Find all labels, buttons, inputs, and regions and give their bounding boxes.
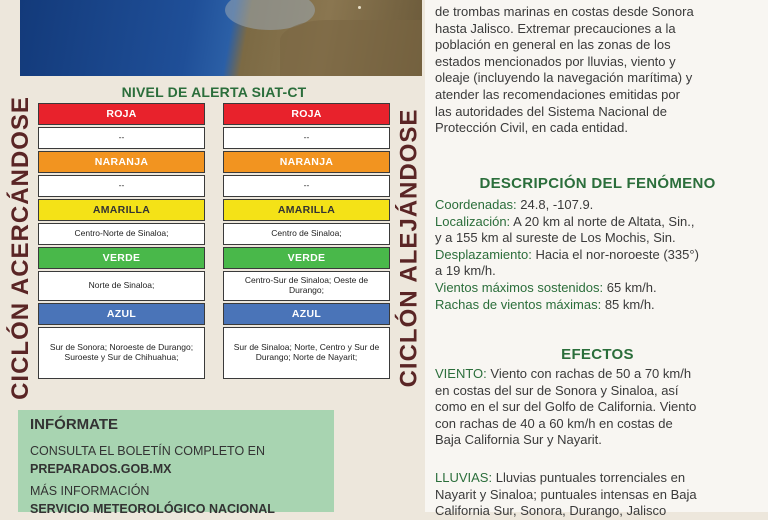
approaching-column [38, 103, 205, 381]
location-label: Localización: [435, 213, 511, 229]
level-naranja: NARANJA [38, 151, 205, 173]
coords-label: Coordenadas: [435, 197, 517, 212]
info-heading: INFÓRMATE [30, 416, 119, 433]
level-verde: VERDE [223, 247, 390, 269]
info-more-text: MÁS INFORMACIÓN [30, 484, 150, 498]
wind-effects: VIENTO: Viento con rachas de 50 a 70 km/h en costas del sur de Sonora y Sinaloa, así como en el sur del Golfo de California. Viento con rachas de 40 a 60 km/h en costas de Baja California Sur y Nayarit. [435, 366, 697, 448]
approaching-amarilla-zones: Centro-Norte de Sinaloa; [38, 223, 205, 245]
map-marker [358, 6, 361, 9]
rain-effects: LLUVIAS: Lluvias puntuales torrenciales en Nayarit y Sinaloa; puntuales intensas en Baja California Sur, Sonora, Durango, Jalisco [435, 470, 697, 519]
approaching-naranja-zones: -- [38, 175, 205, 197]
max-winds-value: 65 km/h. [606, 279, 657, 295]
intro-paragraph: de trombas marinas en costas desde Sonora hasta Jalisco. Extremar precauciones a la población en general en las zonas de los estados mencionados por lluvias, viento y oleaje (incluyendo la navegación marítima) y atender las recomendaciones emitidas por las autoridades del Sistema Nacional de Protección Civil, en cada entidad. [435, 4, 694, 136]
max-winds-label: Vientos máximos sostenidos: [435, 279, 604, 295]
departing-roja-zones: -- [223, 127, 390, 149]
info-website-link[interactable]: PREPARADOS.GOB.MX [30, 462, 172, 476]
info-bulletin-text: CONSULTA EL BOLETÍN COMPLETO EN [30, 444, 266, 458]
departing-amarilla-zones: Centro de Sinaloa; [223, 223, 390, 245]
wind-label: VIENTO: [435, 366, 487, 381]
level-amarilla: AMARILLA [38, 199, 205, 221]
level-azul: AZUL [38, 303, 205, 325]
description-heading: DESCRIPCIÓN DEL FENÓMENO [479, 175, 716, 192]
info-smn-link[interactable]: SERVICIO METEOROLÓGICO NACIONAL [30, 502, 275, 516]
max-gusts-label: Rachas de vientos máximas: [435, 296, 602, 312]
departing-verde-zones: Centro-Sur de Sinaloa; Oeste de Durango; [223, 271, 390, 301]
movement-label: Desplazamiento: [435, 246, 532, 262]
location-value-cont: y a 155 km al sureste de Los Mochis, Sin. [435, 230, 676, 246]
alert-level-title: NIVEL DE ALERTA SIAT-CT [121, 84, 307, 100]
rain-label: LLUVIAS: [435, 470, 493, 485]
approaching-verde-zones: Norte de Sinaloa; [38, 271, 205, 301]
level-azul: AZUL [223, 303, 390, 325]
departing-azul-zones: Sur de Sinaloa; Norte, Centro y Sur de Durango; Norte de Nayarit; [223, 327, 390, 379]
level-naranja: NARANJA [223, 151, 390, 173]
departing-label: CICLÓN ALEJÁNDOSE [395, 108, 423, 388]
description-body [435, 197, 760, 313]
location-value: A 20 km al norte de Altata, Sin., [513, 213, 695, 229]
departing-naranja-zones: -- [223, 175, 390, 197]
departing-column [223, 103, 390, 381]
approaching-label: CICLÓN ACERCÁNDOSE [7, 96, 35, 400]
approaching-roja-zones: -- [38, 127, 205, 149]
info-box [18, 410, 334, 516]
level-verde: VERDE [38, 247, 205, 269]
effects-heading: EFECTOS [561, 346, 634, 363]
max-gusts-value: 85 km/h. [604, 296, 655, 312]
satellite-map [20, 0, 422, 76]
coords-value: 24.8, -107.9. [520, 197, 594, 212]
movement-value-cont: a 19 km/h. [435, 263, 496, 279]
movement-value: Hacia el nor-noroeste (335°) [535, 246, 699, 262]
bulletin-text-panel [425, 0, 768, 519]
map-land [280, 20, 422, 76]
level-amarilla: AMARILLA [223, 199, 390, 221]
level-roja: ROJA [38, 103, 205, 125]
level-roja: ROJA [223, 103, 390, 125]
approaching-azul-zones: Sur de Sonora; Noroeste de Durango; Suroeste y Sur de Chihuahua; [38, 327, 205, 379]
